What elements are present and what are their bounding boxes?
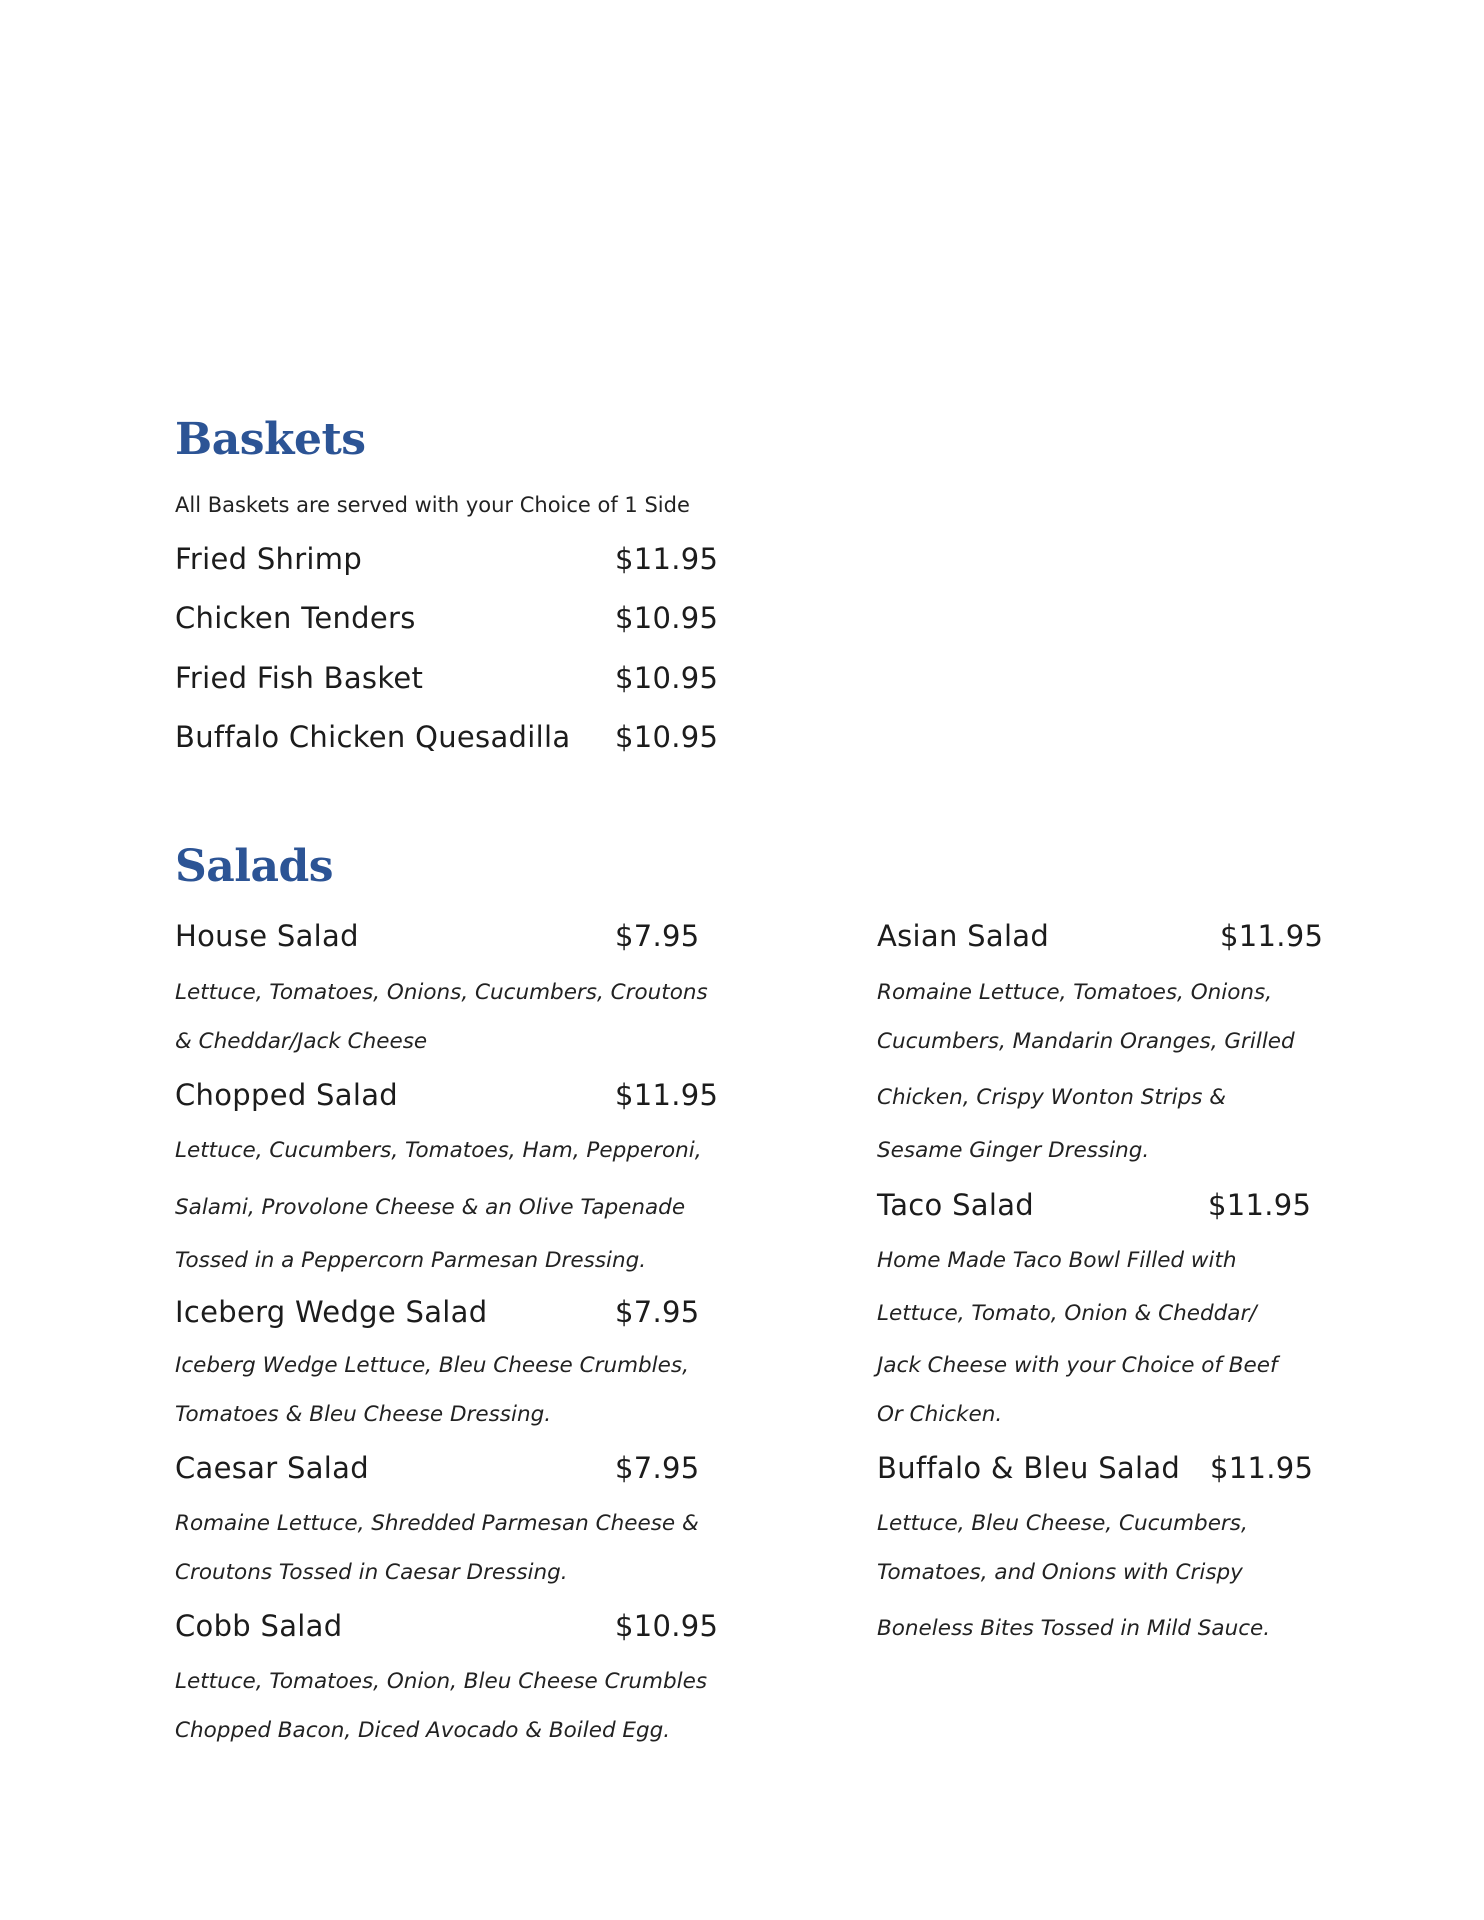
baskets-heading: Baskets <box>175 414 366 465</box>
salad-item-description: Sesame Ginger Dressing. <box>877 1138 1150 1163</box>
salad-item-description: Or Chicken. <box>877 1402 1003 1427</box>
salad-item-description: Salami, Provolone Cheese & an Olive Tapenade <box>175 1195 686 1220</box>
salad-item-description: Boneless Bites Tossed in Mild Sauce. <box>877 1616 1271 1641</box>
salad-item-price: $10.95 <box>615 1609 719 1643</box>
salad-item-price: $11.95 <box>1210 1451 1314 1485</box>
salad-item-description: Tossed in a Peppercorn Parmesan Dressing. <box>175 1248 647 1273</box>
basket-item-price: $10.95 <box>615 661 719 695</box>
salad-item-name: Chopped Salad <box>175 1078 398 1112</box>
salad-item-name: Iceberg Wedge Salad <box>175 1295 488 1329</box>
salad-item-description: Lettuce, Tomato, Onion & Cheddar/ <box>877 1301 1257 1326</box>
basket-item-name: Buffalo Chicken Quesadilla <box>175 720 571 754</box>
salad-item-description: Lettuce, Bleu Cheese, Cucumbers, <box>877 1511 1248 1536</box>
salad-item-price: $7.95 <box>615 1451 700 1485</box>
baskets-note: All Baskets are served with your Choice of 1 Side <box>175 493 690 517</box>
salad-item-name: Taco Salad <box>877 1188 1035 1222</box>
salad-item-description: Chicken, Crispy Wonton Strips & <box>877 1085 1227 1110</box>
basket-item-name: Chicken Tenders <box>175 601 416 635</box>
salad-item-name: Buffalo & Bleu Salad <box>877 1451 1181 1485</box>
salad-item-price: $7.95 <box>615 1295 700 1329</box>
salad-item-price: $7.95 <box>615 919 700 953</box>
salad-item-description: Iceberg Wedge Lettuce, Bleu Cheese Crumbles, <box>175 1353 689 1378</box>
salad-item-description: Tomatoes & Bleu Cheese Dressing. <box>175 1402 552 1427</box>
salad-item-price: $11.95 <box>615 1078 719 1112</box>
basket-item-price: $10.95 <box>615 720 719 754</box>
salad-item-description: Lettuce, Tomatoes, Onions, Cucumbers, Croutons <box>175 980 708 1005</box>
basket-item-price: $10.95 <box>615 601 719 635</box>
salad-item-name: Asian Salad <box>877 919 1050 953</box>
salad-item-description: Croutons Tossed in Caesar Dressing. <box>175 1560 568 1585</box>
salad-item-description: Cucumbers, Mandarin Oranges, Grilled <box>877 1029 1295 1054</box>
salad-item-description: & Cheddar/Jack Cheese <box>175 1029 428 1054</box>
salad-item-name: Caesar Salad <box>175 1451 369 1485</box>
salad-item-description: Tomatoes, and Onions with Crispy <box>877 1560 1243 1585</box>
salad-item-description: Lettuce, Tomatoes, Onion, Bleu Cheese Crumbles <box>175 1669 708 1694</box>
basket-item-name: Fried Fish Basket <box>175 661 424 695</box>
salad-item-name: Cobb Salad <box>175 1609 343 1643</box>
salad-item-description: Romaine Lettuce, Shredded Parmesan Cheese & <box>175 1511 699 1536</box>
salad-item-price: $11.95 <box>1220 919 1324 953</box>
salads-heading: Salads <box>175 841 334 892</box>
salad-item-description: Jack Cheese with your Choice of Beef <box>877 1353 1278 1378</box>
salad-item-name: House Salad <box>175 919 359 953</box>
salad-item-description: Romaine Lettuce, Tomatoes, Onions, <box>877 980 1273 1005</box>
salad-item-description: Home Made Taco Bowl Filled with <box>877 1248 1237 1273</box>
salad-item-price: $11.95 <box>1208 1188 1312 1222</box>
basket-item-price: $11.95 <box>615 542 719 576</box>
salad-item-description: Chopped Bacon, Diced Avocado & Boiled Egg. <box>175 1718 671 1743</box>
basket-item-name: Fried Shrimp <box>175 542 363 576</box>
salad-item-description: Lettuce, Cucumbers, Tomatoes, Ham, Pepperoni, <box>175 1138 702 1163</box>
